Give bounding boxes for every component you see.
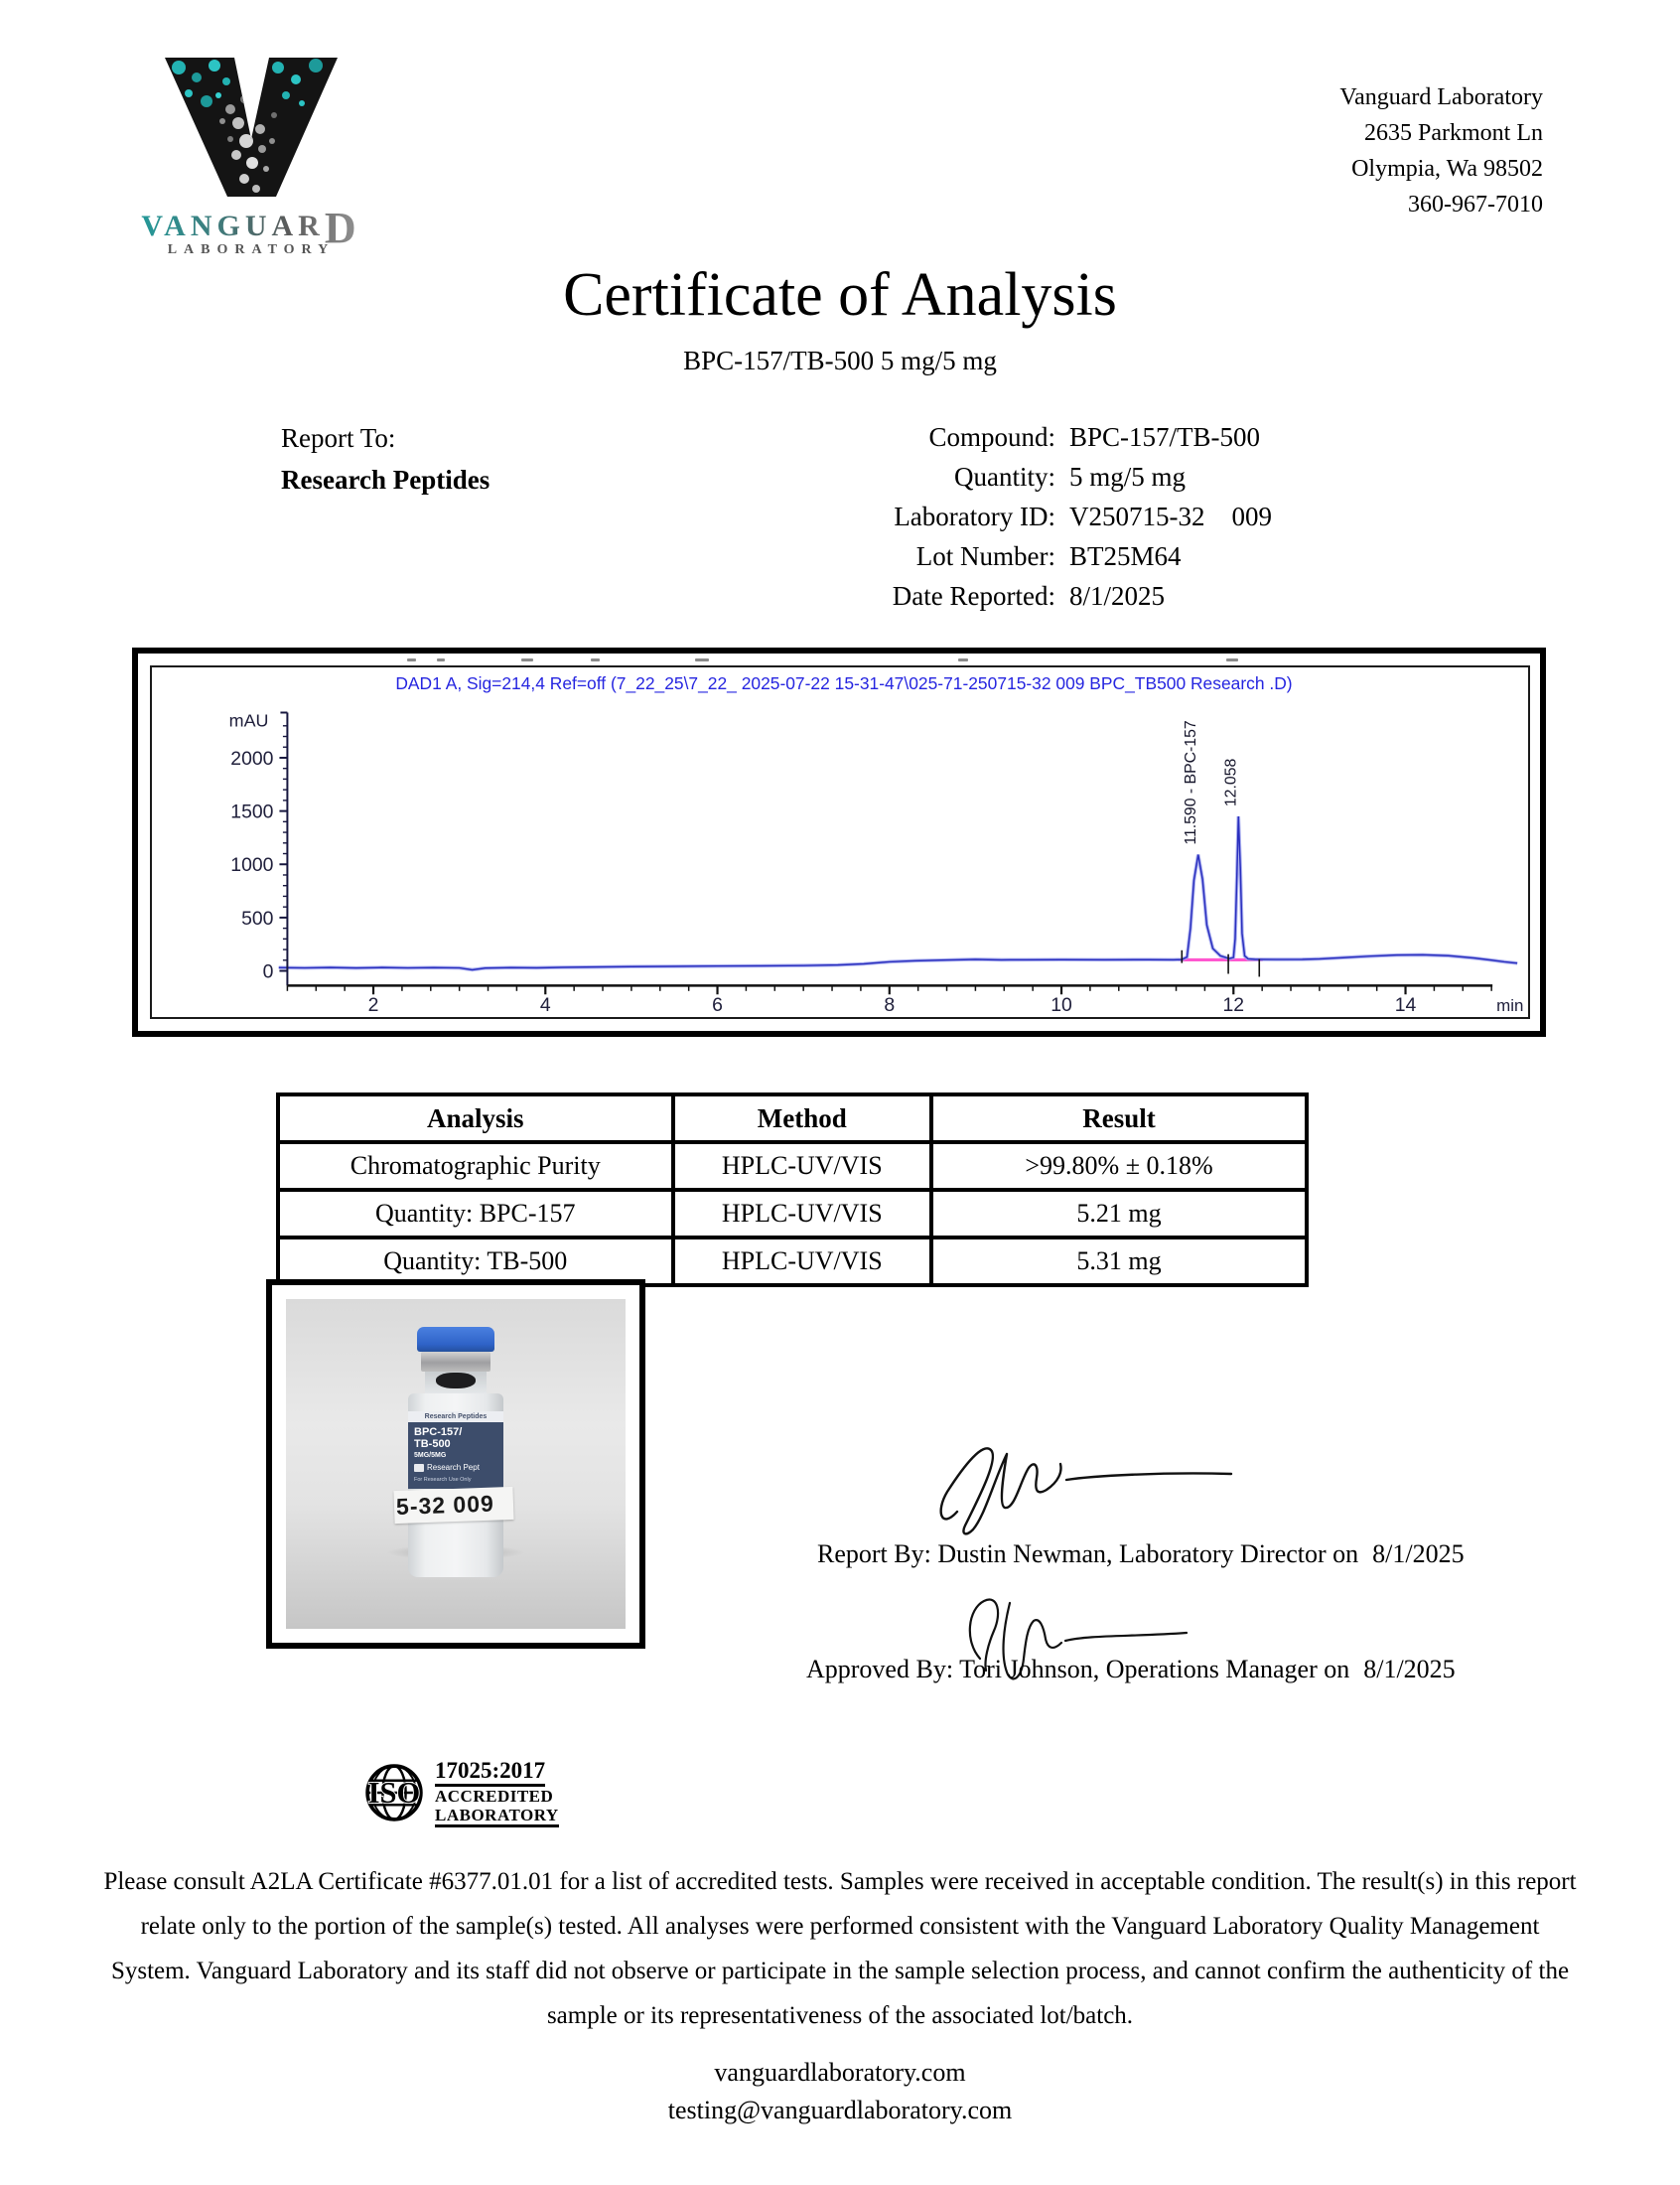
report-fields bbox=[695, 417, 1340, 616]
vial-label-line3: 5MG/5MG bbox=[414, 1452, 447, 1459]
table-cell: Chromatographic Purity bbox=[278, 1142, 673, 1190]
print-artifact bbox=[958, 658, 968, 661]
svg-text:1000: 1000 bbox=[230, 854, 274, 877]
report-field-label: Compound: bbox=[928, 422, 1055, 452]
svg-text:mAU: mAU bbox=[228, 710, 269, 731]
table-cell: Quantity: BPC-157 bbox=[278, 1190, 673, 1238]
svg-text:14: 14 bbox=[1394, 994, 1417, 1017]
vial-label-line1: BPC-157/ bbox=[414, 1426, 463, 1438]
table-cell: 5.31 mg bbox=[931, 1238, 1307, 1285]
report-field-label: Date Reported: bbox=[892, 581, 1055, 611]
vial-label-main bbox=[408, 1422, 503, 1489]
vial-label-line2: TB-500 bbox=[414, 1438, 451, 1450]
results-table-head bbox=[278, 1094, 1307, 1142]
table-cell: HPLC-UV/VIS bbox=[673, 1190, 932, 1238]
report-field-row bbox=[695, 457, 1340, 497]
approved-by-line bbox=[806, 1655, 1456, 1684]
lab-address-line2: Olympia, Wa 98502 bbox=[1351, 156, 1543, 182]
table-cell: HPLC-UV/VIS bbox=[673, 1238, 932, 1285]
table-row bbox=[278, 1142, 1307, 1190]
print-artifact bbox=[521, 658, 533, 661]
report-field-row bbox=[695, 576, 1340, 616]
report-field-value: 8/1/2025 bbox=[1069, 581, 1166, 611]
lab-address-block bbox=[1339, 79, 1543, 222]
vial-photo-frame bbox=[266, 1279, 645, 1649]
iso-globe-icon bbox=[361, 1762, 427, 1823]
results-table bbox=[276, 1092, 1309, 1287]
print-artifact bbox=[695, 658, 709, 661]
iso-text-block bbox=[435, 1758, 559, 1827]
svg-text:DAD1 A, Sig=214,4 Ref=off (7_2: DAD1 A, Sig=214,4 Ref=off (7_22_25\7_22_ 2025-07-22 15-31-47\025-71-250715-32 009 BPC_TB500 Research .D) bbox=[395, 672, 1293, 693]
report-to-label: Report To: bbox=[281, 423, 396, 453]
logo-wordmark-d: D bbox=[324, 204, 361, 252]
svg-text:0: 0 bbox=[262, 960, 274, 983]
print-artifact bbox=[407, 658, 416, 661]
results-header-analysis: Analysis bbox=[278, 1094, 673, 1142]
lab-name: Vanguard Laboratory bbox=[1339, 84, 1543, 110]
results-table-body bbox=[278, 1142, 1307, 1285]
table-cell: 5.21 mg bbox=[931, 1190, 1307, 1238]
logo-wordmark: VANGUARD bbox=[127, 203, 375, 253]
iso-laboratory: LABORATORY bbox=[435, 1806, 559, 1827]
report-to-value: Research Peptides bbox=[281, 465, 490, 495]
report-field-value: V250715-32 009 bbox=[1069, 502, 1272, 531]
svg-text:6: 6 bbox=[712, 994, 723, 1017]
report-by-date: 8/1/2025 bbox=[1372, 1539, 1465, 1568]
vial-label bbox=[408, 1411, 503, 1489]
report-field-row bbox=[695, 417, 1340, 457]
svg-text:11.590 - BPC-157: 11.590 - BPC-157 bbox=[1182, 720, 1199, 845]
report-by-signature bbox=[923, 1426, 1261, 1543]
svg-text:10: 10 bbox=[1050, 994, 1072, 1017]
vial-label-line5: For Research Use Only bbox=[414, 1477, 472, 1483]
report-field-label: Laboratory ID: bbox=[894, 502, 1055, 531]
vial-sticker: 5-32 009 bbox=[393, 1487, 513, 1524]
report-field-value: BPC-157/TB-500 bbox=[1069, 422, 1261, 452]
report-field-row bbox=[695, 536, 1340, 576]
print-artifact bbox=[1226, 658, 1238, 661]
iso-standard: 17025:2017 bbox=[435, 1758, 545, 1787]
vanguard-logo bbox=[127, 52, 375, 265]
disclaimer-text: Please consult A2LA Certificate #6377.01.01 for a list of accredited tests. Samples were received in acceptable condition. The result(s) in this report relate only to the portion of the sample(s) tested. All analyses were performed consistent with the Vanguard Laboratory Quality Management System. Vanguard Laboratory and its staff did not observe or participate in the sample selection process, and cannot confirm the authenticity of the sample or its representativeness of the associated lot/batch. bbox=[103, 1868, 1577, 2029]
report-to-block bbox=[281, 417, 490, 501]
svg-text:12: 12 bbox=[1222, 994, 1245, 1017]
vial-label-brand: Research Peptides bbox=[408, 1411, 503, 1422]
footer-email: testing@vanguardlaboratory.com bbox=[667, 2096, 1013, 2124]
svg-text:2000: 2000 bbox=[230, 747, 274, 770]
lab-address-line1: 2635 Parkmont Ln bbox=[1364, 120, 1543, 146]
chromatogram-plot-box bbox=[150, 665, 1530, 1019]
report-field-label: Lot Number: bbox=[915, 541, 1055, 571]
svg-text:4: 4 bbox=[539, 994, 551, 1017]
vial-crimp bbox=[421, 1352, 490, 1372]
report-field-row bbox=[695, 497, 1340, 536]
approved-by-date: 8/1/2025 bbox=[1363, 1655, 1456, 1683]
report-by-line bbox=[817, 1539, 1465, 1569]
svg-text:12.058: 12.058 bbox=[1222, 758, 1240, 807]
table-cell: >99.80% ± 0.18% bbox=[931, 1142, 1307, 1190]
vial-body bbox=[395, 1393, 503, 1577]
print-artifact bbox=[437, 658, 445, 661]
iso-accredited: ACCREDITED bbox=[435, 1786, 554, 1806]
iso-accreditation bbox=[361, 1758, 559, 1827]
page-subtitle: BPC-157/TB-500 5 mg/5 mg bbox=[683, 346, 997, 375]
results-header-result: Result bbox=[931, 1094, 1307, 1142]
svg-text:500: 500 bbox=[241, 907, 274, 930]
svg-text:1500: 1500 bbox=[230, 801, 274, 823]
footer bbox=[0, 2054, 1680, 2129]
footer-website: vanguardlaboratory.com bbox=[714, 2058, 966, 2087]
vial-photo bbox=[286, 1299, 626, 1629]
report-field-value: 5 mg/5 mg bbox=[1069, 462, 1187, 492]
report-field-label: Quantity: bbox=[954, 462, 1055, 492]
page-title: Certificate of Analysis bbox=[563, 261, 1117, 329]
table-row bbox=[278, 1190, 1307, 1238]
svg-text:2: 2 bbox=[367, 994, 379, 1017]
table-row bbox=[278, 1238, 1307, 1285]
svg-text:8: 8 bbox=[884, 994, 896, 1017]
chromatogram-chart bbox=[152, 667, 1528, 1017]
chromatogram-frame bbox=[132, 648, 1546, 1037]
approved-by-text: Approved By: Tori Johnson, Operations Manager on bbox=[806, 1655, 1350, 1683]
svg-text:ISO: ISO bbox=[367, 1775, 421, 1810]
svg-text:min: min bbox=[1496, 996, 1524, 1016]
results-header-method: Method bbox=[673, 1094, 932, 1142]
report-by-text: Report By: Dustin Newman, Laboratory Director on bbox=[817, 1539, 1359, 1568]
lab-phone: 360-967-7010 bbox=[1408, 192, 1543, 218]
vial-label-logo-chip bbox=[414, 1464, 424, 1472]
print-artifact bbox=[591, 658, 600, 661]
table-cell: Quantity: TB-500 bbox=[278, 1238, 673, 1285]
vial-label-line4: Research Pept bbox=[414, 1463, 497, 1472]
vial-neck bbox=[425, 1372, 487, 1393]
report-field-value: BT25M64 bbox=[1069, 541, 1182, 571]
vial-stopper bbox=[436, 1373, 476, 1388]
vial bbox=[395, 1327, 503, 1577]
table-cell: HPLC-UV/VIS bbox=[673, 1142, 932, 1190]
vial-cap bbox=[417, 1327, 494, 1352]
vanguard-v-icon bbox=[127, 52, 375, 201]
logo-wordmark-sub: LABORATORY bbox=[167, 242, 336, 257]
